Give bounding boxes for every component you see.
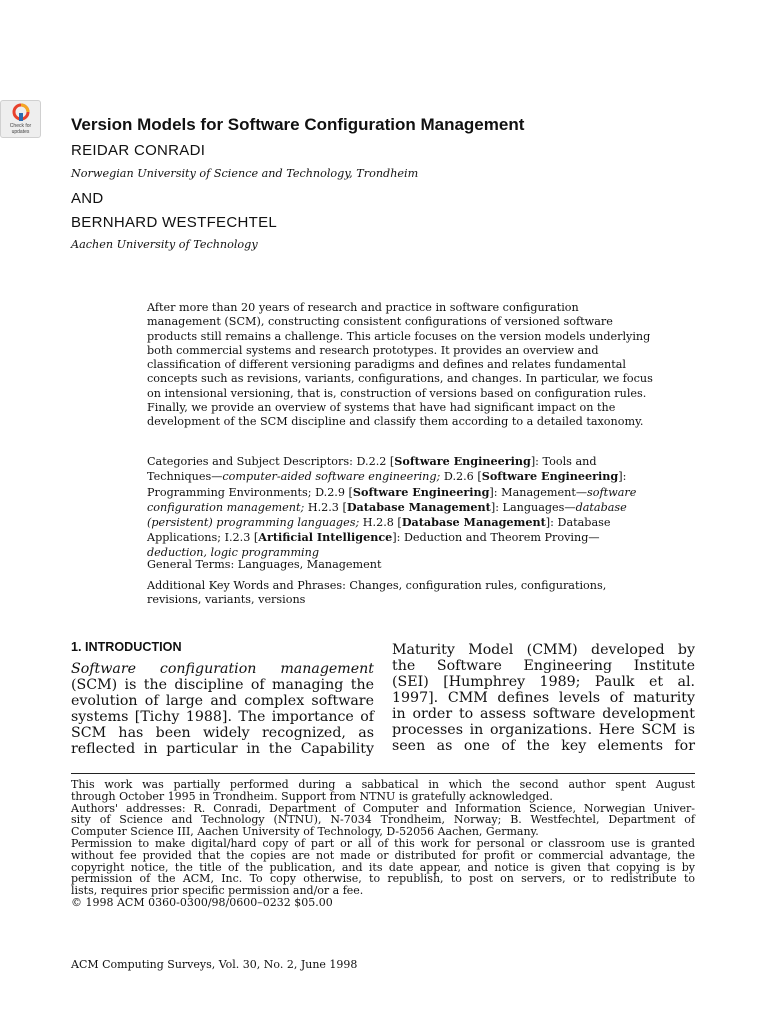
intro-right-line: processes in organizations. Here SCM is: [392, 722, 695, 738]
intro-right-line: the Software Engineering Institute: [392, 658, 695, 674]
footnote-line: Authors' addresses: R. Conradi, Department of Computer and Information Science, Norwegian Univer-: [71, 801, 695, 815]
intro-left-line: SCM has been widely recognized, as: [71, 725, 374, 741]
intro-left-line: Software configuration management: [71, 661, 374, 677]
intro-right-column: [392, 642, 695, 754]
author-1: REIDAR CONRADI: [71, 142, 206, 159]
footnote-line: without fee provided that the copies are not made or distributed for profit or commercial advantage, the: [71, 848, 695, 862]
categories-descriptors: Categories and Subject Descriptors: D.2.2 [Software Engineering]: Tools and Techniques—computer-aided software engineering; D.2.6 [Software Engineering]: Programming Environments; D.2.9 [Software Engineering]: Management—software configuration management; H.2.3 [Database Management]: Languages—database (persistent) programming languages; H.2.8 [Database Management]: Database Applications; I.2.3 [Artificial Intelligence]: Deduction and Theorem Proving—deduction, logic programming: [147, 454, 637, 559]
and-separator: AND: [71, 190, 104, 207]
badge-label-2: updates: [11, 129, 30, 135]
intro-right-line: in order to assess software development: [392, 706, 695, 722]
copyright-line: © 1998 ACM 0360-0300/98/0600–0232 $05.00: [71, 895, 333, 909]
footnote-divider: [71, 773, 695, 774]
intro-left-column: [71, 661, 374, 757]
footnote-line: Computer Science III, Aachen University of Technology, D-52056 Aachen, Germany.: [71, 825, 539, 839]
journal-citation: ACM Computing Surveys, Vol. 30, No. 2, June 1998: [71, 958, 358, 971]
footnotes: [71, 779, 695, 909]
intro-right-line: seen as one of the key elements for: [392, 738, 695, 754]
intro-right-line: 1997]. CMM defines levels of maturity: [392, 690, 695, 706]
intro-left-line: evolution of large and complex software: [71, 693, 374, 709]
affiliation-2: Aachen University of Technology: [71, 238, 258, 251]
footnote-line: permission of the ACM, Inc. To copy otherwise, to republish, to post on servers, or to redistribute to: [71, 872, 695, 886]
intro-right-line: Maturity Model (CMM) developed by: [392, 642, 695, 658]
footnote-line: sity of Science and Technology (NTNU), N-7034 Trondheim, Norway; B. Westfechtel, Department of: [71, 813, 695, 827]
intro-left-line: (SCM) is the discipline of managing the: [71, 677, 374, 693]
intro-left-line: systems [Tichy 1988]. The importance of: [71, 709, 374, 725]
footnote-line: lists, requires prior specific permission and/or a fee.: [71, 884, 364, 898]
footnote-line: This work was partially performed during a sabbatical in which the second author spent August: [71, 778, 695, 791]
intro-right-line: (SEI) [Humphrey 1989; Paulk et al.: [392, 674, 695, 690]
paper-title: Version Models for Software Configuration Management: [71, 115, 525, 134]
footnote-line: copyright notice, the title of the publication, and its date appear, and notice is given that copying is by: [71, 860, 695, 874]
affiliation-1: Norwegian University of Science and Technology, Trondheim: [71, 167, 419, 180]
badge-label-1: Check for: [9, 123, 32, 129]
additional-keywords: Additional Key Words and Phrases: Changes, configuration rules, configurations, revisions, variants, versions: [147, 579, 607, 607]
check-for-updates-badge[interactable]: [0, 100, 41, 138]
section-heading-introduction: 1. INTRODUCTION: [71, 640, 182, 654]
update-ribbon-icon: [11, 103, 31, 123]
author-2: BERNHARD WESTFECHTEL: [71, 214, 278, 231]
general-terms: General Terms: Languages, Management: [147, 558, 382, 571]
footnote-line: through October 1995 in Trondheim. Support from NTNU is gratefully acknowledged.: [71, 789, 553, 803]
intro-left-line: reflected in particular in the Capability: [71, 741, 374, 757]
footnote-line: Permission to make digital/hard copy of part or all of this work for personal or classroom use is granted: [71, 836, 695, 850]
abstract-text: After more than 20 years of research and practice in software configuration management (SCM), constructing consistent configurations of versioned software products still remains a challenge. This article focuses on the version models underlying both commercial systems and research prototypes. It provides an overview and classification of different versioning paradigms and defines and relates fundamental concepts such as revisions, variants, configurations, and changes. In particular, we focus on intensional versioning, that is, construction of versions based on configuration rules. Finally, we provide an overview of systems that have had significant impact on the development of the SCM discipline and classify them according to a detailed taxonomy.: [147, 301, 653, 429]
